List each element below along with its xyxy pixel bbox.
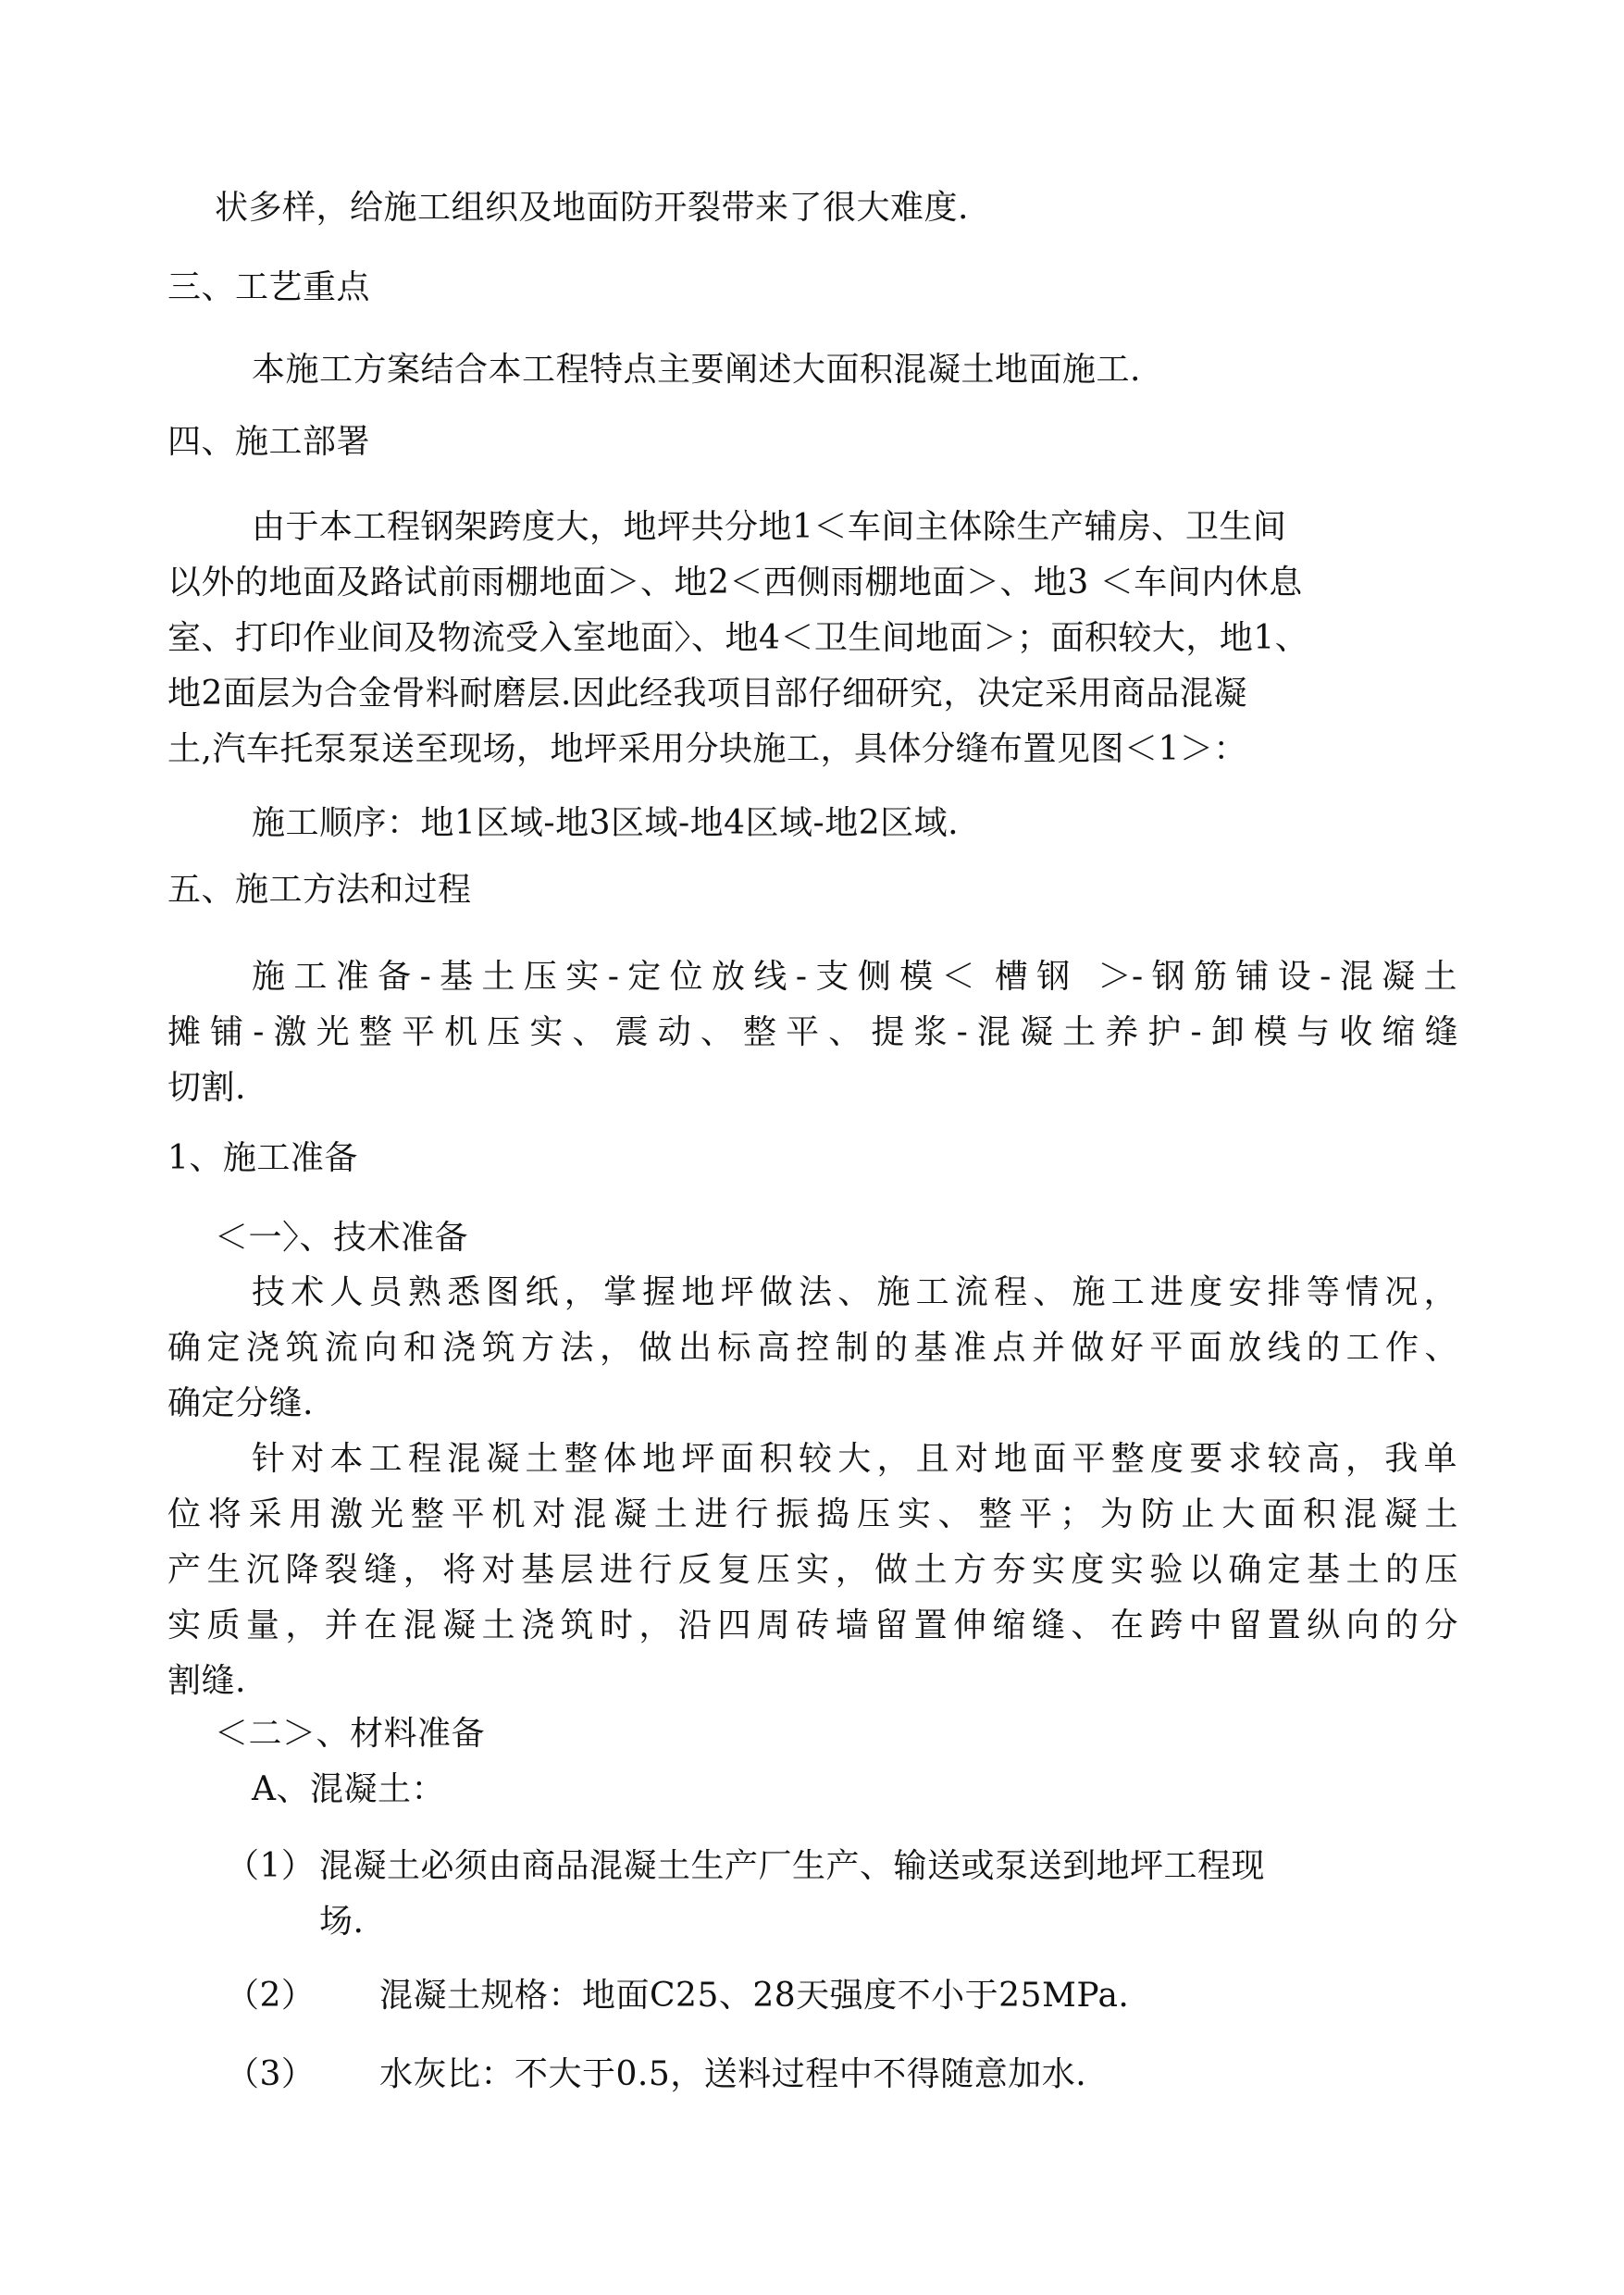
list-item-text: 混凝土必须由商品混凝土生产厂生产、输送或泵送到地坪工程现 (319, 1847, 1266, 1885)
paragraph-line: 切割. (167, 1069, 246, 1107)
paragraph-line: 状多样，给施工组织及地面防开裂带来了很大难度. (215, 189, 969, 227)
list-heading: A、混凝土： (252, 1770, 445, 1808)
list-item-text: 水灰比：不大于0.5，送料过程中不得随意加水. (379, 2055, 1087, 2093)
paragraph-line: 技术人员熟悉图纸，掌握地坪做法、施工流程、施工进度安排等情况， (252, 1273, 1457, 1311)
paragraph-line: 室、打印作业间及物流受入室地面〉、地4＜卫生间地面＞；面积较大，地1、 (167, 619, 1309, 657)
paragraph-line: 摊铺-激光整平机压实、震动、整平、提浆-混凝土养护-卸模与收缩缝 (167, 1013, 1458, 1051)
section-heading: 四、施工部署 (167, 423, 371, 461)
paragraph-line: 实质量，并在混凝土浇筑时，沿四周砖墙留置伸缩缝、在跨中留置纵向的分 (167, 1606, 1458, 1644)
subsection-heading: ＜二＞、材料准备 (215, 1715, 486, 1753)
paragraph-line: 位将采用激光整平机对混凝土进行振捣压实、整平；为防止大面积混凝土 (167, 1495, 1458, 1533)
section-heading: 三、工艺重点 (167, 268, 371, 306)
paragraph-line: 针对本工程混凝土整体地坪面积较大，且对地面平整度要求较高，我单 (252, 1440, 1457, 1478)
paragraph-line: 割缝. (167, 1662, 246, 1700)
section-heading: 五、施工方法和过程 (167, 871, 472, 909)
list-number: （3） (226, 2055, 316, 2093)
paragraph-line: 产生沉降裂缝，将对基层进行反复压实，做土方夯实度实验以确定基土的压 (167, 1551, 1458, 1589)
list-item-text: 混凝土规格：地面C25、28天强度不小于25MPa. (379, 1977, 1130, 2015)
paragraph-line: 确定分缝. (167, 1384, 314, 1422)
paragraph-line: 以外的地面及路试前雨棚地面＞、地2＜西侧雨棚地面＞、地3 ＜车间内休息 (167, 564, 1303, 602)
paragraph-line: 施工准备-基土压实-定位放线-支侧模＜ 槽钢 ＞-钢筋铺设-混凝土 (252, 958, 1457, 996)
paragraph-line: 本施工方案结合本工程特点主要阐述大面积混凝土地面施工. (252, 351, 1141, 389)
list-number: （2） (226, 1977, 316, 2015)
list-item-text: 场. (319, 1903, 365, 1941)
paragraph-line: 确定浇筑流向和浇筑方法，做出标高控制的基准点并做好平面放线的工作、 (167, 1329, 1458, 1367)
paragraph-line: 施工顺序：地1区域-地3区域-地4区域-地2区域. (252, 804, 960, 842)
paragraph-line: 由于本工程钢架跨度大，地坪共分地1＜车间主体除生产辅房、卫生间 (252, 508, 1287, 546)
list-number: （1） (226, 1847, 316, 1885)
paragraph-line: 地2面层为合金骨料耐磨层.因此经我项目部仔细研究，决定采用商品混凝 (167, 675, 1247, 713)
subsection-heading: 1、施工准备 (167, 1139, 358, 1177)
paragraph-line: 土,汽车托泵泵送至现场，地坪采用分块施工，具体分缝布置见图＜1＞： (167, 730, 1247, 768)
subsection-heading: ＜一〉、技术准备 (215, 1219, 469, 1257)
